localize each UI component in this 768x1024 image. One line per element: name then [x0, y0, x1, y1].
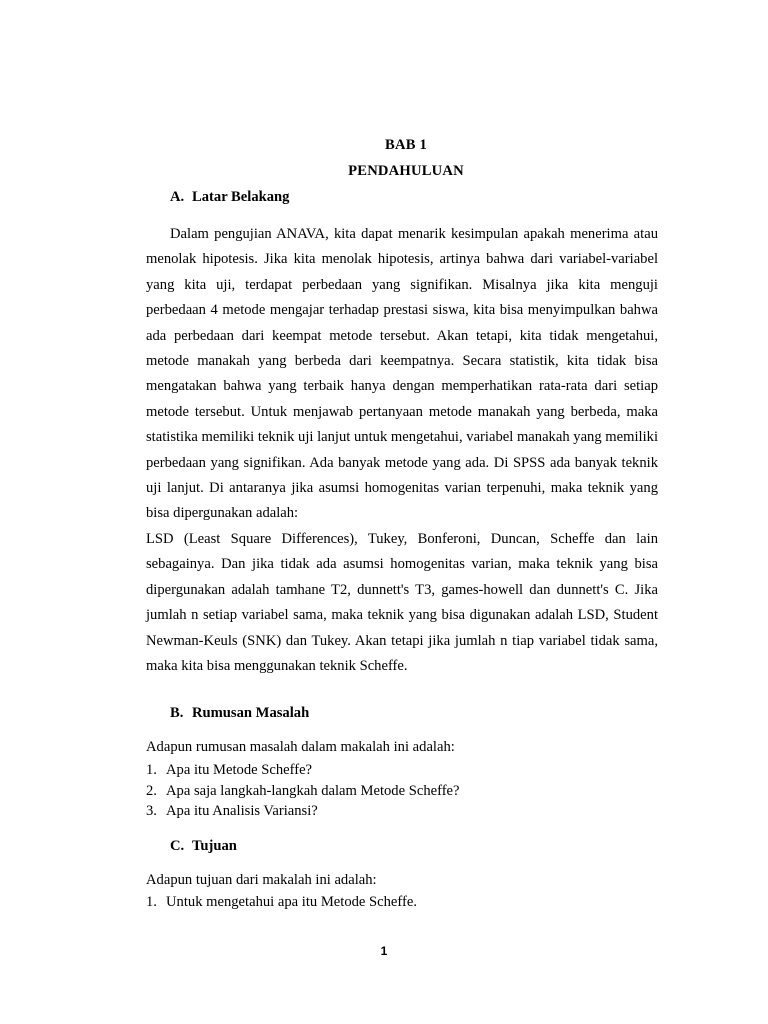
problem-intro: Adapun rumusan masalah dalam makalah ini adalah:	[146, 739, 455, 755]
section-title: Latar Belakang	[192, 189, 290, 205]
chapter-title: PENDAHULUAN	[348, 163, 464, 179]
objective-list	[146, 892, 658, 913]
section-letter: C.	[170, 838, 185, 854]
page-number: 1	[380, 944, 388, 958]
section-heading-b	[170, 705, 309, 722]
paragraph: Dalam pengujian ANAVA, kita dapat menarik kesimpulan apakah menerima atau menolak hipotesis. Jika kita menolak hipotesis, artinya bahwa dari variabel-variabel yang kita uji, terdapat perbedaan yang signifikan. Misalnya jika kita menguji perbedaan 4 metode mengajar terhadap prestasi siswa, kita bisa menyimpulkan bahwa ada perbedaan dari keempat metode tersebut. Akan tetapi, kita tidak mengetahui, metode manakah yang berbeda dari keempatnya. Secara statistik, kita tidak bisa mengatakan bahwa yang terbaik hanya dengan memperhatikan rata-rata dari setiap metode tersebut. Untuk menjawab pertanyaan metode manakah yang berbeda, maka statistika memiliki teknik uji lanjut untuk mengetahui, variabel manakah yang memiliki perbedaan yang signifikan. Ada banyak metode yang ada. Di SPSS ada banyak teknik uji lanjut. Di antaranya jika asumsi homogenitas varian terpenuhi, maka teknik yang bisa dipergunakan adalah:	[146, 226, 658, 522]
list-item: 2. Apa saja langkah-langkah dalam Metode Scheffe?	[146, 782, 460, 799]
list-item: 1. Untuk mengetahui apa itu Metode Scheffe.	[146, 894, 417, 910]
chapter-number: BAB 1	[385, 137, 427, 153]
section-title: Rumusan Masalah	[192, 705, 310, 721]
section-letter: B.	[170, 705, 184, 721]
list-item: 3. Apa itu Analisis Variansi?	[146, 803, 318, 820]
background-paragraphs	[146, 222, 658, 679]
list-item: 1. Apa itu Metode Scheffe?	[146, 762, 313, 778]
paragraph: LSD (Least Square Differences), Tukey, Bonferoni, Duncan, Scheffe dan lain sebagainya. Dan jika tidak ada asumsi homogenitas varian, maka teknik yang bisa dipergunakan adalah tamhane T2, dunnett's T3, games-howell dan dunnett's C. Jika jumlah n setiap variabel sama, maka teknik yang bisa digunakan adalah LSD, Student Newman-Keuls (SNK) dan Tukey. Akan tetapi jika jumlah n tiap variabel tidak sama, maka kita bisa menggunakan teknik Scheffe.	[146, 530, 658, 674]
section-title: Tujuan	[192, 838, 237, 854]
section-heading-c	[170, 838, 237, 855]
problem-list	[146, 760, 658, 822]
objective-intro: Adapun tujuan dari makalah ini adalah:	[146, 872, 377, 888]
section-letter: A.	[170, 189, 185, 205]
section-heading-a	[170, 189, 289, 206]
